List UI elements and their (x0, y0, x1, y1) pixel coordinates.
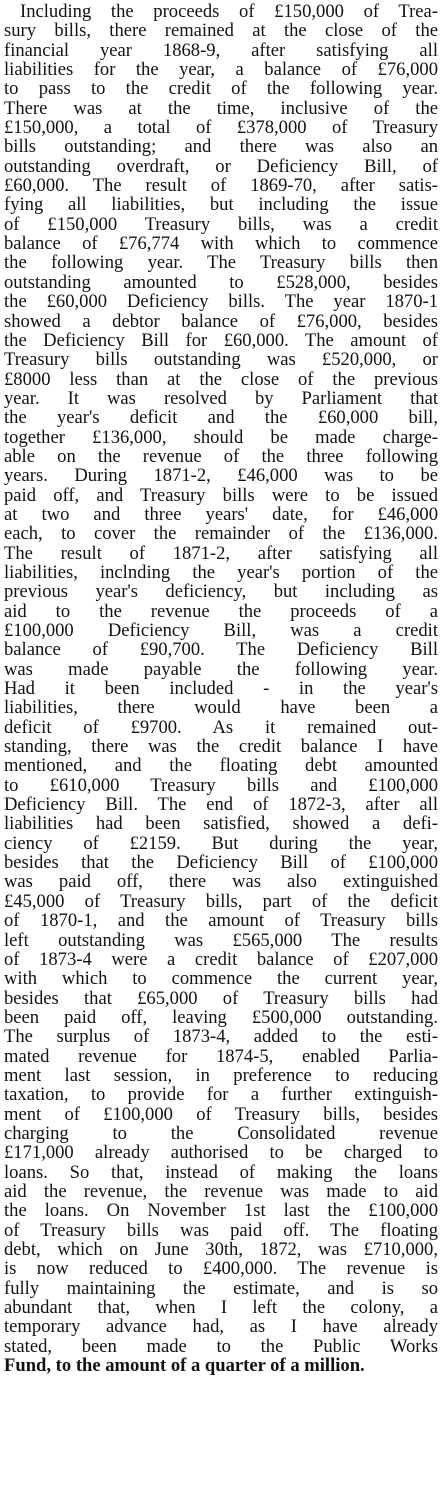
text-line: abundant that, when I left the colony, a (4, 1297, 438, 1319)
text-line: £171,000 already authorised to be charged to (4, 1142, 438, 1164)
text-line: aid the revenue, the revenue was made to aid (4, 1180, 438, 1202)
text-line: previous year's deficiency, but including as (4, 581, 438, 603)
text-line: temporary advance had, as I have already (4, 1316, 438, 1338)
text-line: Had it been included - in the year's (4, 678, 438, 700)
text-line: paid off, and Treasury bills were to be issued (4, 484, 438, 506)
text-line: There was at the time, inclusive of the (4, 97, 438, 119)
text-line: mated revenue for 1874-5, enabled Parlia- (4, 1045, 438, 1067)
text-line: able on the revenue of the three following (4, 445, 438, 467)
text-line: standing, there was the credit balance I have (4, 736, 438, 758)
text-line: liabilities had been satisfied, showed a defi- (4, 813, 438, 835)
text-line: fully maintaining the estimate, and is so (4, 1277, 438, 1299)
text-line: balance of £90,700. The Deficiency Bill (4, 639, 438, 661)
text-line: with which to commence the current year, (4, 968, 438, 990)
text-line: loans. So that, instead of making the loans (4, 1161, 438, 1183)
text-line: left outstanding was £565,000 The results (4, 929, 438, 951)
text-line: sury bills, there remained at the close of the (4, 20, 438, 42)
text-line: balance of £76,774 with which to commence (4, 233, 438, 255)
text-line: the following year. The Treasury bills then (4, 252, 438, 274)
text-line: showed a debtor balance of £76,000, besides (4, 310, 438, 332)
text-line: financial year 1868-9, after satisfying all (4, 39, 438, 61)
text-line: was paid off, there was also extinguished (4, 871, 438, 893)
text-line: £60,000. The result of 1869-70, after satis- (4, 175, 438, 197)
text-line: each, to cover the remainder of the £136,000. (4, 523, 438, 545)
text-line: £100,000 Deficiency Bill, was a credit (4, 620, 438, 641)
text-line: of £150,000 Treasury bills, was a credit (4, 213, 438, 235)
text-line: ciency of £2159. But during the year, (4, 832, 438, 854)
text-line: outstanding overdraft, or Deficiency Bill, of (4, 155, 438, 177)
text-line: ment of £100,000 of Treasury bills, besides (4, 1103, 438, 1125)
text-line: besides that the Deficiency Bill of £100,000 (4, 852, 438, 874)
text-line: liabilities for the year, a balance of £76,000 (4, 59, 438, 81)
text-line: Deficiency Bill. The end of 1872-3, after all (4, 794, 438, 816)
text-line: of 1870-1, and the amount of Treasury bills (4, 910, 438, 932)
text-line: £150,000, a total of £378,000 of Treasury (4, 117, 438, 139)
text-line: to £610,000 Treasury bills and £100,000 (4, 774, 438, 796)
text-line: is now reduced to £400,000. The revenue is (4, 1258, 438, 1280)
text-line: to pass to the credit of the following year. (4, 78, 438, 100)
text-line: deficit of £9700. As it remained out- (4, 716, 438, 738)
text-line: together £136,000, should be made charge- (4, 426, 438, 448)
text-line: of 1873-4 were a credit balance of £207,000 (4, 948, 438, 970)
text-line: Treasury bills outstanding was £520,000, or (4, 349, 438, 371)
text-line: fying all liabilities, but including the issue (4, 194, 438, 216)
text-line: liabilities, inclnding the year's portion of the (4, 561, 438, 583)
text-line: the year's deficit and the £60,000 bill, (4, 407, 438, 429)
text-line: was made payable the following year. (4, 658, 438, 680)
text-line: debt, which on June 30th, 1872, was £710,000, (4, 1239, 438, 1260)
text-line: the loans. On November 1st last the £100,000 (4, 1200, 438, 1222)
text-line: liabilities, there would have been a (4, 697, 438, 719)
text-line: at two and three years' date, for £46,000 (4, 503, 438, 525)
text-line: besides that £65,000 of Treasury bills had (4, 987, 438, 1009)
text-line: been paid off, leaving £500,000 outstanding. (4, 1006, 438, 1028)
article-text (4, 2, 438, 1375)
text-line: charging to the Consolidated revenue (4, 1122, 438, 1144)
text-line: year. It was resolved by Parliament that (4, 387, 438, 409)
text-line: Including the proceeds of £150,000 of Trea- (20, 1, 438, 22)
text-line: bills outstanding; and there was also an (4, 136, 438, 158)
text-line: £8000 less than at the close of the previous (4, 368, 438, 390)
text-line: Fund, to the amount of a quarter of a million. (4, 1355, 365, 1377)
text-line: taxation, to provide for a further extinguish- (4, 1084, 438, 1106)
text-line: outstanding amounted to £528,000, besides (4, 271, 438, 293)
text-line: aid to the revenue the proceeds of a (4, 600, 438, 622)
text-line: the Deficiency Bill for £60,000. The amount of (4, 329, 438, 351)
text-line: the £60,000 Deficiency bills. The year 1870-1 (4, 291, 438, 313)
text-line: stated, been made to the Public Works (4, 1335, 438, 1357)
text-line: of Treasury bills was paid off. The floating (4, 1219, 438, 1241)
text-line: mentioned, and the floating debt amounted (4, 755, 438, 777)
text-line: The surplus of 1873-4, added to the esti- (4, 1026, 438, 1048)
text-line: years. During 1871-2, £46,000 was to be (4, 465, 438, 487)
text-line: The result of 1871-2, after satisfying all (4, 542, 438, 564)
text-line: £45,000 of Treasury bills, part of the deficit (4, 890, 438, 912)
text-line: ment last session, in preference to reducing (4, 1064, 438, 1086)
